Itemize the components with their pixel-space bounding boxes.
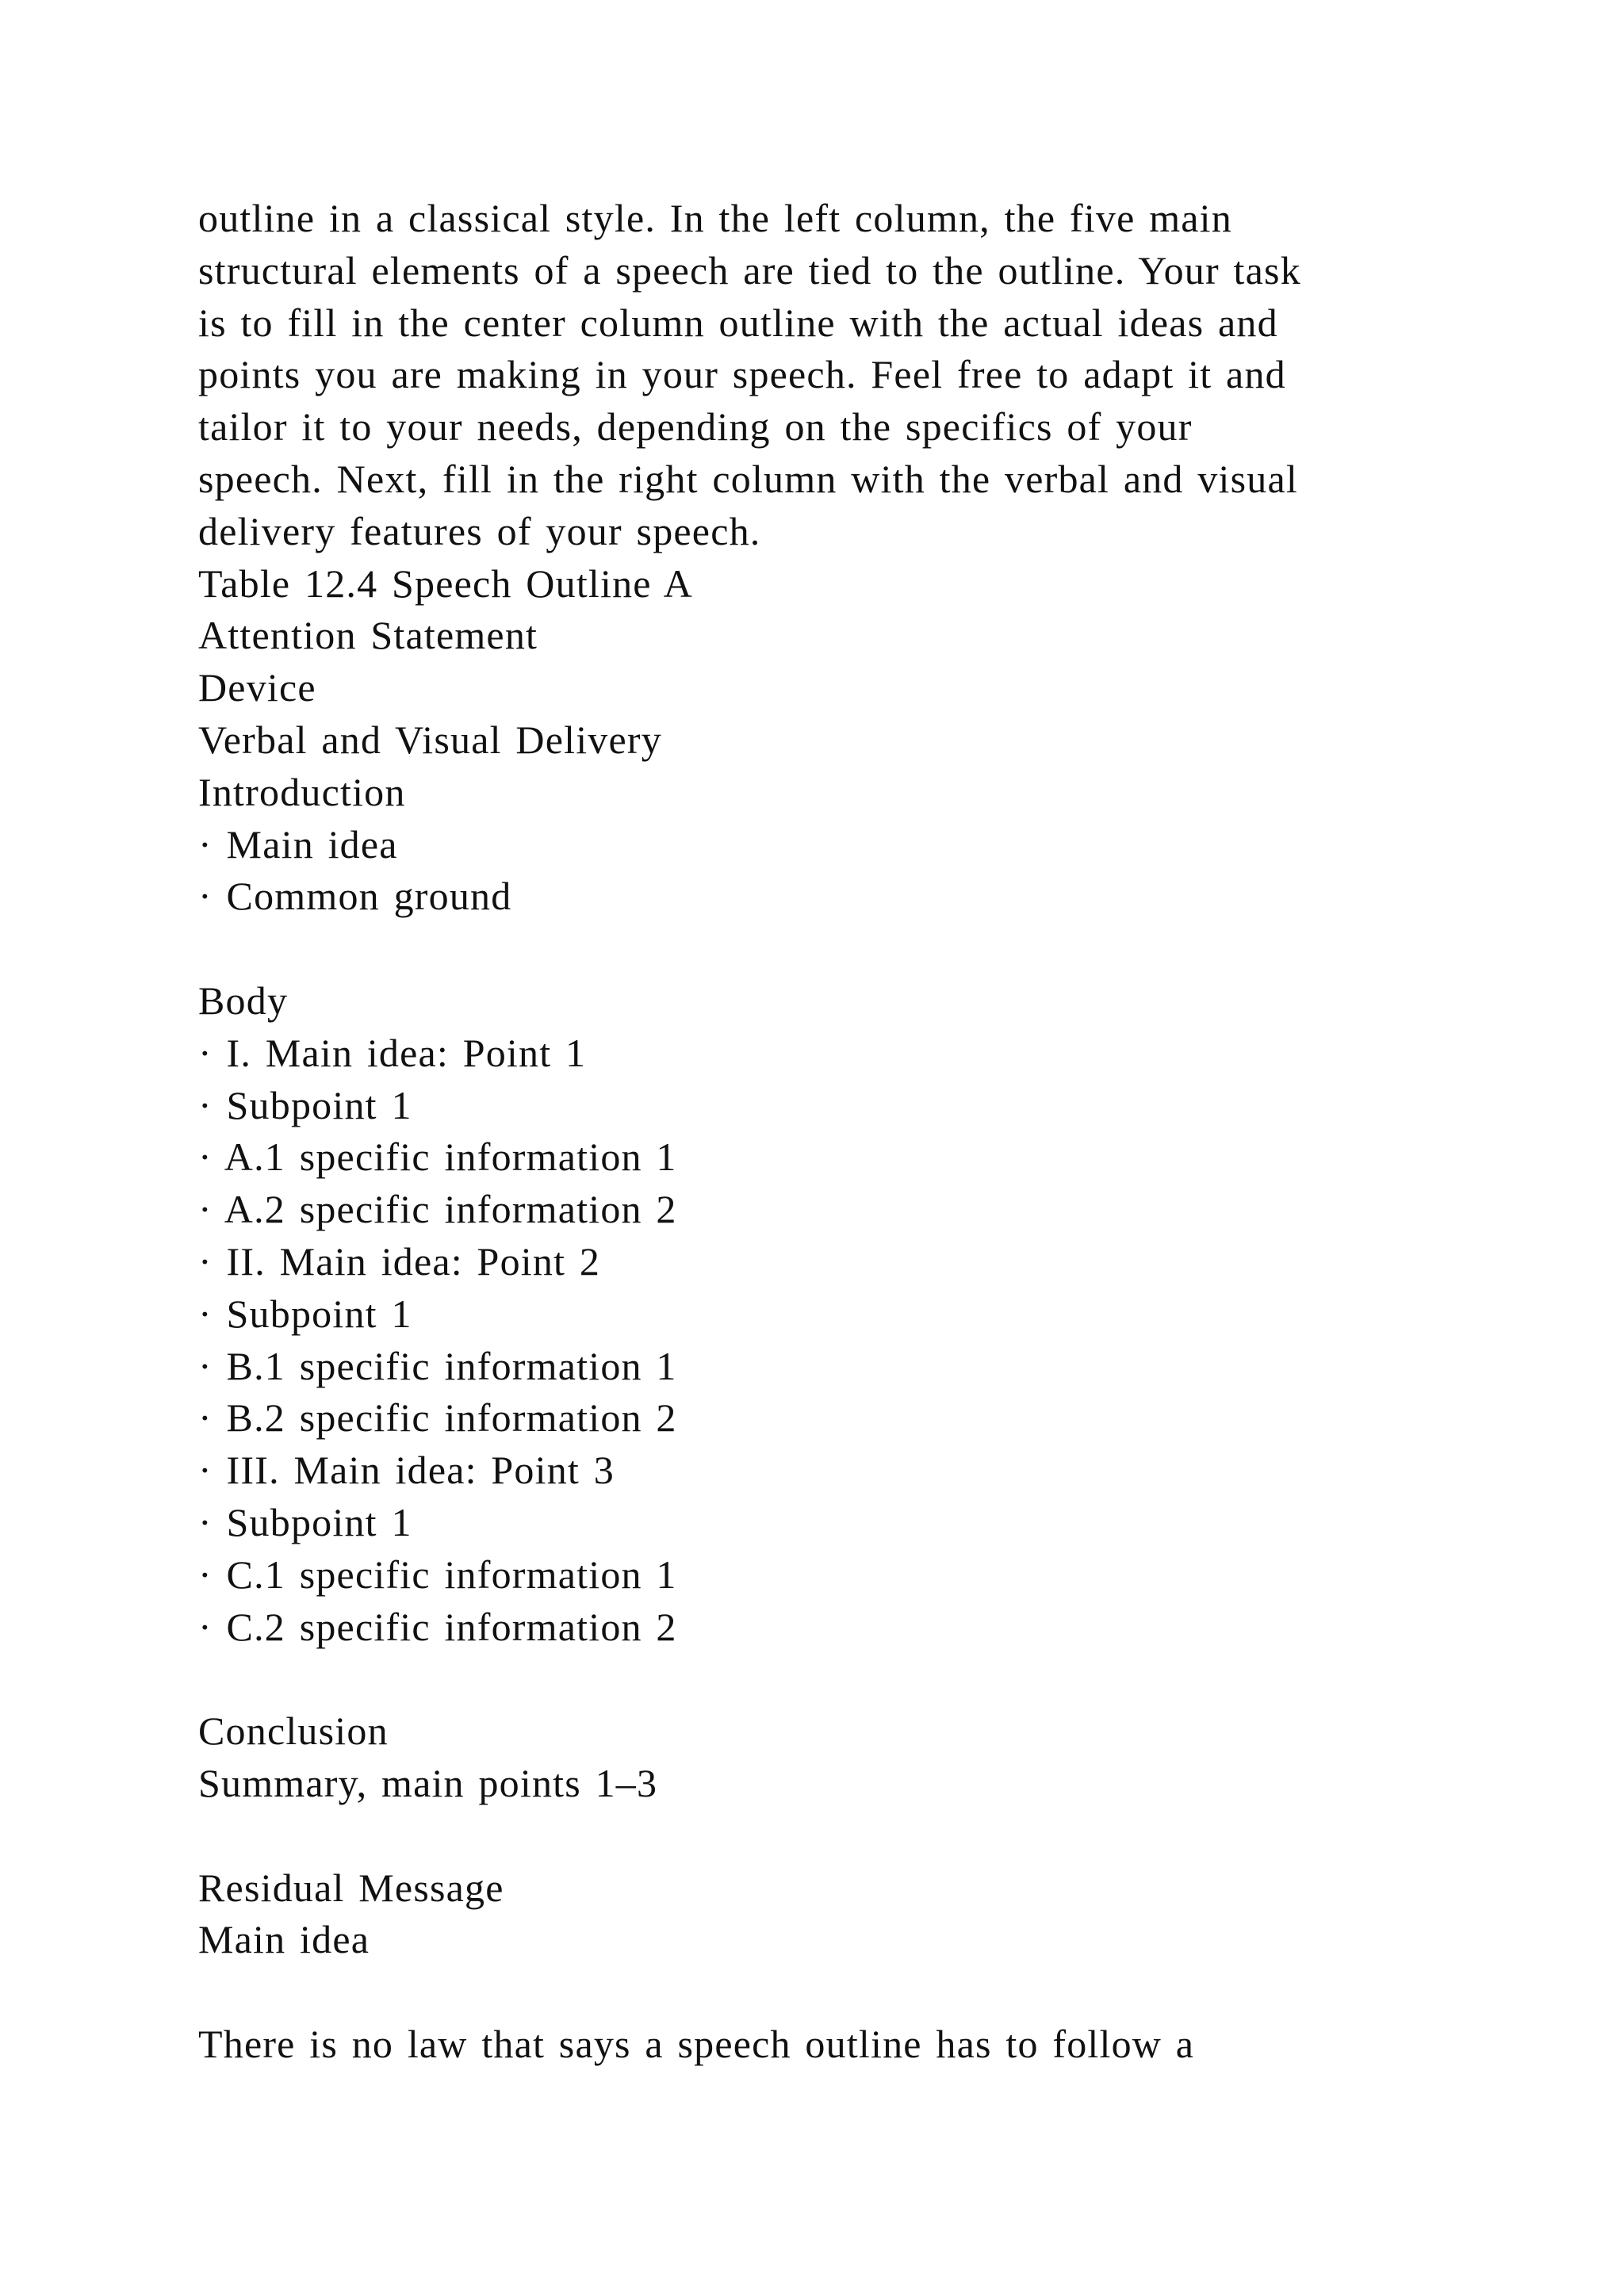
text-line: delivery features of your speech.	[198, 508, 761, 553]
blank-line	[198, 1810, 1546, 1862]
text-line: structural elements of a speech are tied to the outline. Your task	[198, 247, 1301, 293]
text-line: Attention Statement	[198, 613, 538, 658]
bullet-item: · I. Main idea: Point 1	[198, 1030, 587, 1075]
text-line: Device	[198, 665, 316, 710]
bullet-item: · Subpoint 1	[198, 1082, 412, 1127]
blank-line	[198, 1966, 1546, 2019]
bullet-item: · A.1 specific information 1	[198, 1135, 677, 1180]
bullet-item: · B.1 specific information 1	[198, 1343, 677, 1388]
blank-line	[198, 923, 1546, 975]
text-line: Verbal and Visual Delivery	[198, 717, 662, 762]
text-line: Summary, main points 1–3	[198, 1760, 658, 1805]
text-line: speech. Next, fill in the right column with the verbal and visual	[198, 456, 1298, 501]
bullet-item: · A.2 specific information 2	[198, 1187, 677, 1232]
bullet-item: · Common ground	[198, 874, 512, 919]
text-line: is to fill in the center column outline with the actual ideas and	[198, 300, 1278, 345]
text-line: Main idea	[198, 1917, 370, 1962]
section-heading-residual-message: Residual Message	[198, 1865, 504, 1910]
section-heading-conclusion: Conclusion	[198, 1709, 389, 1754]
bullet-item: · C.1 specific information 1	[198, 1552, 677, 1597]
section-heading-introduction: Introduction	[198, 769, 406, 814]
bullet-item: · B.2 specific information 2	[198, 1395, 677, 1441]
text-line: There is no law that says a speech outline has to follow a	[198, 2021, 1195, 2066]
document-page	[198, 193, 1546, 2071]
bullet-item: · II. Main idea: Point 2	[198, 1238, 601, 1284]
bullet-item: · Main idea	[198, 821, 398, 867]
section-heading-body: Body	[198, 978, 289, 1023]
blank-line	[198, 1653, 1546, 1705]
bullet-item: · Subpoint 1	[198, 1499, 412, 1544]
text-line: points you are making in your speech. Feel free to adapt it and	[198, 352, 1286, 397]
text-line: tailor it to your needs, depending on the specifics of your	[198, 404, 1193, 450]
bullet-item: · III. Main idea: Point 3	[198, 1448, 615, 1493]
bullet-item: · C.2 specific information 2	[198, 1604, 677, 1649]
bullet-item: · Subpoint 1	[198, 1291, 412, 1336]
table-caption: Table 12.4 Speech Outline A	[198, 561, 693, 606]
text-line: outline in a classical style. In the left column, the five main	[198, 196, 1232, 240]
